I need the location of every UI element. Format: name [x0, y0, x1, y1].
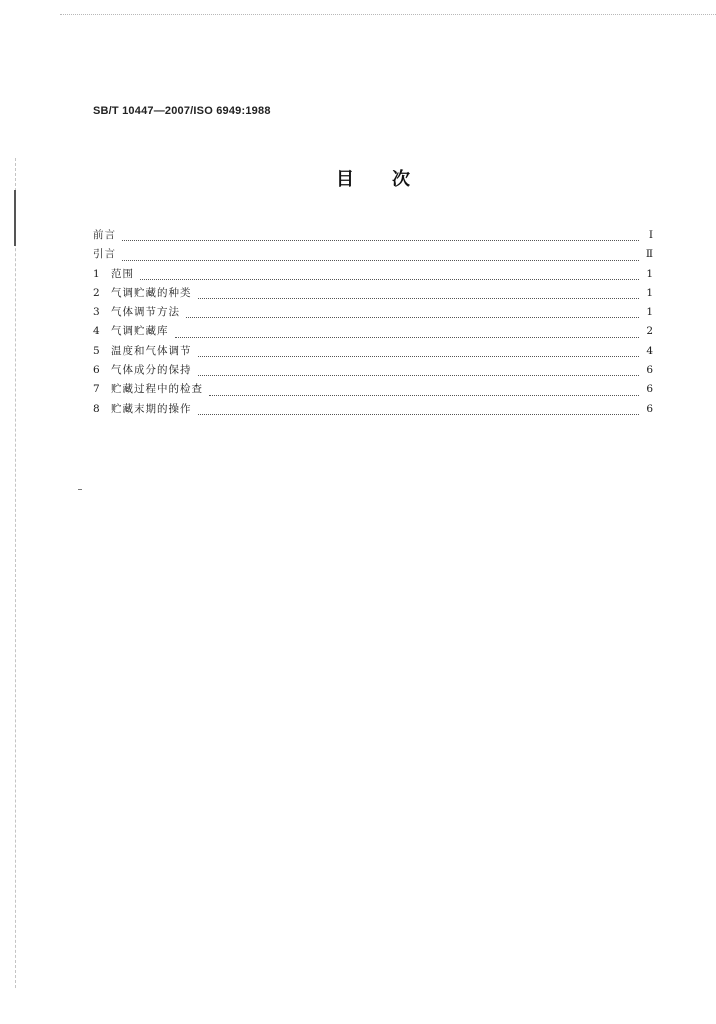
toc-label: 气调贮藏库 — [111, 325, 169, 338]
toc-entry-3[interactable] — [93, 303, 653, 322]
toc-page-number: 6 — [646, 383, 653, 396]
toc-label: 前言 — [93, 229, 116, 241]
toc-page-number: 1 — [646, 267, 653, 280]
toc-leader-dots — [122, 260, 639, 261]
toc-number: 4 — [93, 325, 100, 338]
page-title — [336, 165, 410, 191]
toc-leader-dots — [198, 414, 640, 415]
toc-number: 7 — [93, 383, 100, 396]
binding-edge-mark — [14, 190, 16, 246]
toc-entry-2[interactable] — [93, 284, 653, 303]
toc-label: 气调贮藏的种类 — [111, 286, 192, 299]
toc-leader-dots — [198, 356, 640, 357]
toc-page-number: 1 — [646, 286, 653, 299]
toc-page-number: 6 — [646, 402, 653, 415]
toc-number: 1 — [93, 267, 100, 280]
toc-page-number: I — [648, 229, 653, 241]
standard-code: SB/T 10447—2007/ISO 6949:1988 — [93, 105, 271, 117]
toc-number: 2 — [93, 286, 100, 299]
toc-page-number: 6 — [646, 364, 653, 377]
toc-number: 8 — [93, 402, 100, 415]
toc-leader-dots — [140, 279, 639, 280]
toc-leader-dots — [198, 298, 640, 299]
toc-label: 温度和气体调节 — [111, 344, 192, 357]
scan-artifact-top — [60, 14, 716, 17]
toc-page-number: Ⅱ — [645, 248, 653, 261]
toc-label: 贮藏末期的操作 — [111, 402, 192, 415]
toc-label: 引言 — [93, 248, 116, 261]
toc-leader-dots — [198, 375, 640, 376]
toc-entry-5[interactable] — [93, 342, 653, 361]
table-of-contents — [93, 226, 653, 419]
toc-label: 范围 — [111, 267, 134, 280]
toc-entry-7[interactable] — [93, 380, 653, 399]
toc-label: 气体成分的保持 — [111, 364, 192, 377]
toc-label: 贮藏过程中的检查 — [111, 383, 203, 396]
binding-edge — [15, 158, 17, 988]
toc-entry-1[interactable] — [93, 265, 653, 284]
title-char-1: 目 — [336, 169, 354, 190]
toc-leader-dots — [186, 317, 639, 318]
toc-entry-foreword[interactable] — [93, 226, 653, 245]
toc-label: 气体调节方法 — [111, 306, 180, 319]
toc-number: 3 — [93, 306, 100, 319]
toc-number: 5 — [93, 344, 100, 357]
toc-entry-4[interactable] — [93, 322, 653, 341]
toc-entry-introduction[interactable] — [93, 245, 653, 264]
toc-number: 6 — [93, 364, 100, 377]
toc-page-number: 2 — [646, 325, 653, 338]
scan-mark — [78, 489, 82, 490]
toc-entry-8[interactable] — [93, 400, 653, 419]
toc-leader-dots — [122, 240, 639, 241]
toc-leader-dots — [175, 337, 640, 338]
toc-leader-dots — [209, 395, 639, 396]
title-char-2: 次 — [392, 169, 410, 190]
toc-page-number: 4 — [646, 344, 653, 357]
toc-page-number: 1 — [646, 306, 653, 319]
toc-entry-6[interactable] — [93, 361, 653, 380]
